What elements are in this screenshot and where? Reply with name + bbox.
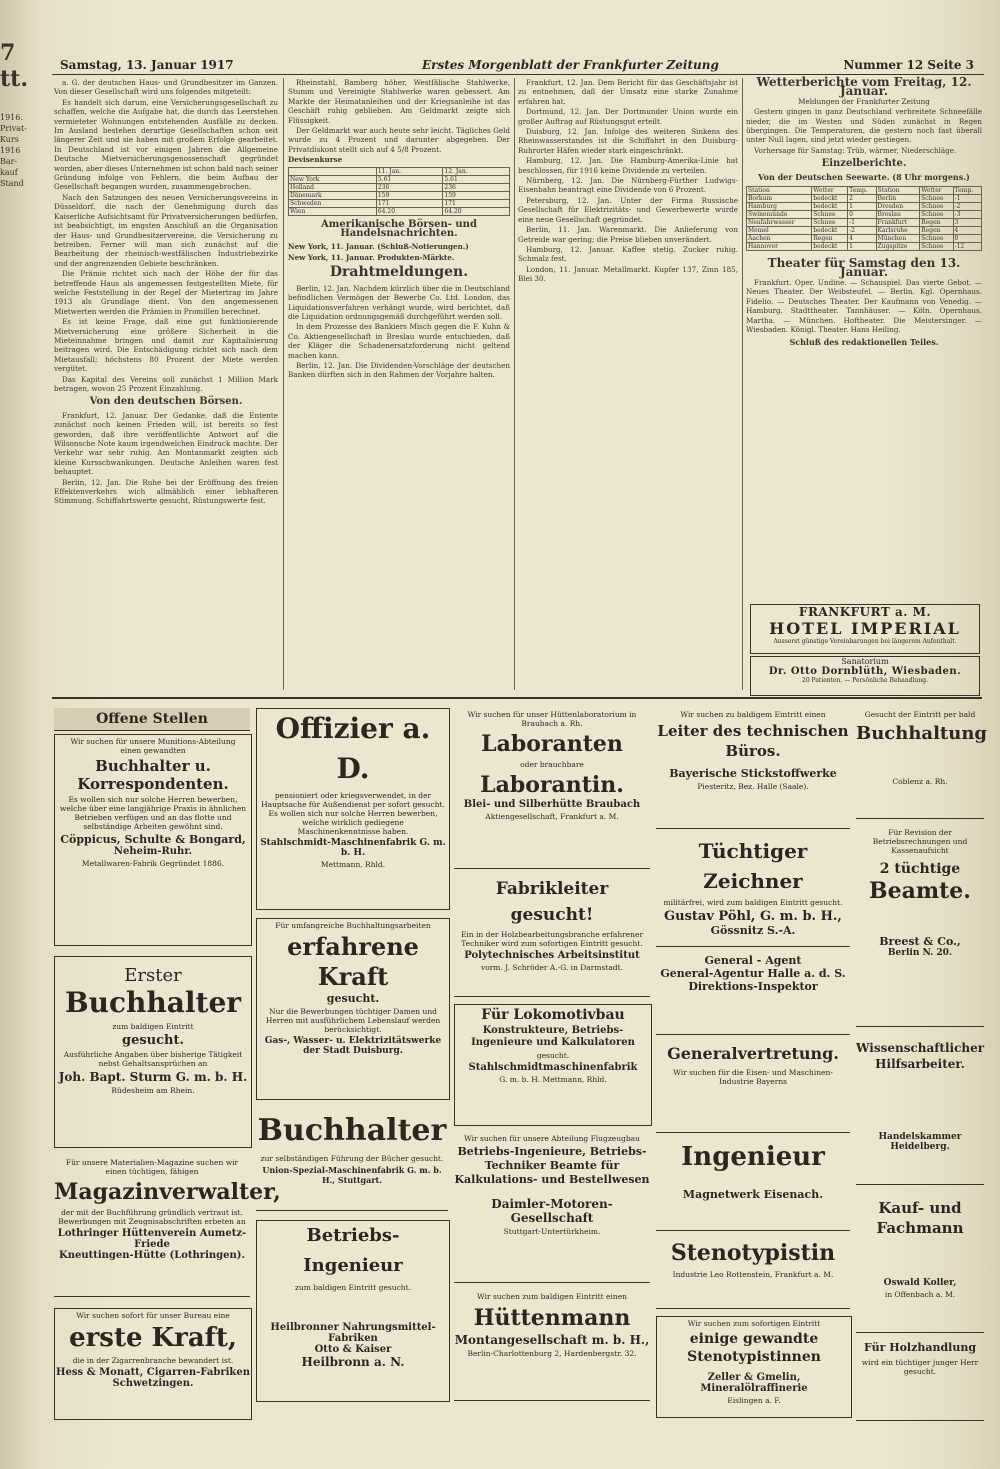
table-cell: 0 [848, 211, 876, 219]
ad-headline: Ingenieur [681, 1142, 825, 1172]
ad-location: Schwetzingen. [112, 1378, 194, 1389]
job-ad-huettenmann [454, 1290, 650, 1401]
table-cell: Schnee [920, 203, 953, 211]
ad-location: Rüdesheim am Rhein. [111, 1086, 195, 1095]
ad-headline: Magazinverwalter, [54, 1179, 281, 1205]
ad-company: Oswald Koller, [883, 1278, 957, 1288]
ad-company: Gas-, Wasser- u. Elektrizitätswerke der Stadt Duisburg. [264, 1036, 442, 1056]
ad-company: Handelskammer Heidelberg. [878, 1132, 962, 1152]
column-rule [514, 78, 515, 690]
job-ad-erste-kraft [54, 1308, 252, 1420]
article-paragraph: Frankfurt, 12. Januar. Der Gedanke, daß die Entente zunächst noch keinen Frieden will, ist bereits so fest geworden, daß ihre veröffentlichte Antwort auf die Wilsonsche Note kaum irgendwelchen Eindruck machte. Der Verkehr war sehr ruhig. Am Montanmarkt zeigten sich kleine Kursschwankungen. Deutsche Anleihen waren fest behauptet. [54, 410, 278, 477]
ad-text: Wir suchen zum baldigen Eintritt einen [477, 1292, 627, 1301]
ad-headline: Hüttenmann [473, 1305, 631, 1331]
weather-title: Wetterberichte vom Freitag, 12. Januar. [756, 75, 972, 99]
ad-subheadline: General-Agentur Halle a. d. S. [660, 967, 846, 980]
table-cell: 4 [953, 227, 981, 235]
ad-text: Wir suchen sofort für unser Bureau eine [76, 1311, 230, 1320]
table-cell: 64.20 [443, 207, 510, 215]
ad-headline: Fabrikleiter gesucht! [495, 879, 609, 925]
ad-company: Otto & Kaiser [314, 1344, 392, 1355]
table-cell: 0 [953, 235, 981, 243]
section-divider [52, 697, 982, 699]
table-cell: Swinemünde [747, 211, 812, 219]
left-gutter-fragment [0, 40, 44, 1460]
ad-headline: Buchhalter u. Korrespondenten. [77, 757, 229, 793]
table-cell: Regen [812, 235, 848, 243]
article-paragraph: Nach den Satzungen des neuen Versicherungsvereins in Düsseldorf, die nach der Genehmigung durch das Kaiserliche Aufsichtsamt für Privatversicherungen bedürfen, ist beabsichtigt, im engsten Anschluß an die Organisation der Haus- und Grundbesitzervereine, die Versicherung zu betreiben. Ferner will man sich zunächst auf die Bearbeitung der rheinisch-westfälischen Industriebezirke und der angrenzenden Gebiete beschränken. [54, 192, 278, 268]
ad-headline: Wissenschaftlicher Hilfsarbeiter. [856, 1041, 985, 1071]
theater-listing: Frankfurt. Oper. Undine. — Schauspiel. Das vierte Gebot. — Neues Theater. Der Weibsteufel. — Berlin. Kgl. Opernhaus. Fidelio. — Deutsches Theater. Der Kaufmann von Venedig. — Hamburg. Stadttheater. Tannhäuser. — Köln. Opernhaus. Martha. — München. Hoftheater. Die Meistersinger. — Wiesbaden. Königl. Theater. Hans Heiling. [746, 277, 982, 334]
ad-text: Es wollen sich nur solche Herren bewerben, welche über eine langjährige Praxis in ähnlichen Betrieben verfügen und an das flotte und selbständige Arbeiten gewöhnt sind. [59, 795, 247, 831]
gutter-text: 1916. [0, 113, 23, 122]
job-ad-generalvertretung [656, 1042, 850, 1133]
job-ad-buchhaltung [856, 708, 988, 819]
ad-headline: einige gewandte Stenotypistinnen [687, 1331, 821, 1365]
ad-text: Nur die Bewerbungen tüchtiger Damen und Herren mit ausführlichem Lebenslauf werden berücksichtigt. [265, 1007, 441, 1034]
table-cell: bedeckt [812, 203, 848, 211]
table-cell: Karlsruhe [876, 227, 920, 235]
table-header: Temp. [848, 187, 876, 195]
table-cell: 3 [953, 219, 981, 227]
column-3 [518, 78, 738, 688]
table-header: Station [876, 187, 920, 195]
weather-table [746, 186, 982, 251]
table-cell: -3 [953, 211, 981, 219]
ad-headline: Buchhaltung [856, 723, 988, 744]
job-ad-daimler [454, 1132, 650, 1283]
table-cell: New York [289, 175, 377, 183]
ad-headline: Beamte. [869, 878, 971, 904]
job-ad-buchhalter [256, 1110, 448, 1211]
ad-location: Aktiengesellschaft, Frankfurt a. M. [485, 812, 619, 821]
ad-company: Blei- und Silberhütte Braubach [463, 799, 641, 810]
table-cell: -12 [953, 243, 981, 251]
article-paragraph: In dem Prozesse des Bankiers Misch gegen die F. Kuhn & Co. Aktiengesellschaft in Breslau wurde entschieden, daß der Kläger die Schadenersatzforderung nicht geltend machen kann. [288, 322, 510, 360]
ad-company: Lothringer Hüttenverein Aumetz-Friede [57, 1228, 247, 1250]
ad-headline: Buchhalter [257, 1113, 447, 1148]
ads-column-a [54, 700, 281, 1445]
ad-location: Neheim-Ruhr. [113, 846, 193, 857]
table-header: Wetter [920, 187, 953, 195]
ad-text: zum baldigen Eintritt [112, 1022, 194, 1031]
ad-subheadline: Direktions-Inspektor [688, 980, 818, 993]
section-heading: Drahtmeldungen. [329, 264, 469, 281]
table-cell: 5.61 [443, 175, 510, 183]
ad-headline: Buchhalter [64, 986, 242, 1019]
sanatorium-ad [750, 656, 980, 696]
ad-text: Wir suchen zum sofortigen Eintritt [687, 1319, 821, 1328]
hotel-imperial-ad [750, 604, 980, 654]
ad-text: zur selbständigen Führung der Bücher gesucht. [260, 1154, 444, 1163]
ad-gesucht: gesucht. [121, 1033, 185, 1048]
ad-headline: General - Agent [704, 954, 802, 967]
masthead-date: Samstag, 13. Januar 1917 [60, 58, 234, 72]
ad-location: vorm. J. Schröder A.-G. in Darmstadt. [480, 963, 624, 972]
sanatorium-label: Sanatorium [841, 657, 889, 666]
ad-location: G. m. b. H. Mettmann, Rhld. [499, 1075, 607, 1084]
table-cell: Hamburg [747, 203, 812, 211]
gutter-text: Bar- [0, 157, 18, 166]
ad-headline: Stenotypistin [670, 1240, 836, 1266]
masthead-title: Erstes Morgenblatt der Frankfurter Zeitung [422, 58, 719, 72]
job-ad-leiter-technisches-buero [656, 708, 850, 829]
table-header: 11. Jan. [376, 167, 443, 175]
job-ad-holzhandlung [856, 1340, 984, 1421]
job-ad-buchhalter-korrespondent [54, 734, 252, 946]
article-paragraph: Nürnberg, 12. Jan. Die Nürnberg-Fürther Ludwigs-Eisenbahn beantragt eine Dividende von 6 Prozent. [518, 176, 738, 195]
job-ad-stenotypistinnen [656, 1316, 852, 1418]
subheading: New York, 11. Januar. (Schluß-Notierungen.) [288, 242, 469, 252]
gutter-text: Kurs [0, 135, 19, 144]
gutter-text: kauf [0, 168, 18, 177]
table-cell: Dresden [876, 203, 920, 211]
table-cell: Regen [920, 219, 953, 227]
ad-headline-small: Erster [124, 965, 182, 986]
ad-company: Magnetwerk Eisenach. [682, 1188, 824, 1201]
gutter-text: 1916 [0, 146, 21, 155]
ad-headline: Betriebs-Ingenieure, Betriebs-Techniker Beamte für Kalkulations- und Bestellwesen [454, 1145, 650, 1186]
ads-column-b [256, 700, 448, 1445]
job-ad-ingenieur [656, 1140, 850, 1231]
job-ad-beamte [856, 826, 984, 1027]
ads-column-e [856, 700, 988, 1445]
table-cell: 5.61 [376, 175, 443, 183]
table-cell: Schnee [812, 219, 848, 227]
table-cell: Wien [289, 207, 377, 215]
job-ad-general-agent [656, 954, 850, 1035]
section-heading: Amerikanische Börsen- und Handelsnachrichten. [321, 218, 477, 240]
job-ad-zeichner [656, 836, 850, 947]
job-ad-hilfsarbeiter [856, 1034, 984, 1185]
ad-text: der mit der Buchführung gründlich vertraut ist. Bewerbungen mit Zeugnisabschriften erbeten an [58, 1208, 246, 1226]
article-paragraph: Hamburg, 12. Januar. Kaffee stetig. Zucker ruhig. Schmalz fest. [518, 244, 738, 264]
table-label: Devisenkurse [288, 155, 343, 165]
table-cell: Schnee [812, 211, 848, 219]
table-cell: Schnee [920, 235, 953, 243]
ad-headline: Für Lokomotivbau [481, 1007, 625, 1023]
table-cell: 4 [848, 235, 876, 243]
table-cell: 159 [376, 191, 443, 199]
article-paragraph: Berlin, 12. Jan. Die Ruhe bei der Eröffnung des freien Effektenverkehrs wich allmählich einer lebhafteren Stimmung. Schiffahrtswerte gesucht, Rüstungswerte fest. [54, 477, 278, 506]
ad-text: Für unsere Materialien-Magazine suchen wir einen tüchtigen, fähigen [65, 1158, 239, 1176]
ad-text: pensioniert oder kriegsverwendet, in der Hauptsache für Außendienst per sofort gesucht. Es wollen sich nur solche Herren bewerben, welche wirklich gediegene Maschinenkenntnisse haben. [261, 791, 445, 836]
ad-headline: Leiter des technischen Büros. [657, 722, 849, 760]
article-paragraph: Petersburg, 12. Jan. Unter der Firma Russische Gesellschaft für Elektrizitäts- und Gewerbewerte wurde eine neue Gesellschaft gegründet. [518, 195, 738, 224]
ad-location: in Offenbach a. M. [884, 1290, 956, 1299]
table-cell: -2 [848, 227, 876, 235]
job-ad-kaufmann [856, 1192, 984, 1333]
ad-headline: Betriebs-Ingenieur [303, 1225, 403, 1276]
article-paragraph: Die Prämie richtet sich nach der Höhe der für das betreffende Haus als angemessen festgestellten Miete, für welche Feststellung in der Regel der Mietertrag im Jahre 1913 als Grundlage dient. Von den angemessenen Mietwerten werden die Prämien in Promillen berechnet. [54, 269, 278, 316]
ad-company: Industrie Leo Rottenstein, Frankfurt a. M. [672, 1270, 834, 1279]
table-header [289, 167, 377, 175]
ad-location: Piesteritz, Bez. Halle (Saale). [697, 782, 809, 791]
column-rule [742, 78, 743, 690]
article-paragraph: Frankfurt, 12. Jan. Dem Bericht für das Geschäftsjahr ist zu entnehmen, daß der Umsatz eine starke Zunahme erfahren hat. [518, 78, 738, 106]
gutter-text: 7 [0, 40, 16, 66]
table-cell: Neufahrwasser [747, 219, 812, 227]
article-paragraph: Dortmund, 12. Jan. Der Dortmunder Union wurde ein großer Auftrag auf Rüstungsgut erteilt. [518, 107, 738, 126]
table-cell: 236 [443, 183, 510, 191]
job-ad-erster-buchhalter [54, 956, 252, 1148]
ad-headline: Laborantin. [480, 772, 624, 798]
column-2 [288, 78, 510, 688]
ad-text: Für umfangreiche Buchhaltungsarbeiten [275, 921, 431, 930]
table-cell: bedeckt [812, 243, 848, 251]
section-heading: Einzelberichte. [821, 158, 907, 170]
table-cell: 171 [376, 199, 443, 207]
table-cell: 1 [848, 243, 876, 251]
article-paragraph: Berlin, 11. Jan. Warenmarkt. Die Anlieferung von Getreide war gering; die Preise blieben unverändert. [518, 225, 738, 244]
ad-company: Joh. Bapt. Sturm G. m. b. H. [58, 1070, 248, 1084]
table-cell: bedeckt [812, 227, 848, 235]
ad-text: die in der Zigarrenbranche bewandert ist. [72, 1356, 234, 1365]
ad-text: Wir suchen für die Eisen- und Maschinen-Industrie Bayerns [673, 1068, 833, 1086]
table-cell: Zugspitze [876, 243, 920, 251]
currency-table [288, 167, 510, 216]
table-cell: Frankfurt [876, 219, 920, 227]
table-cell: Berlin [876, 195, 920, 203]
column-4 [746, 75, 982, 598]
job-ad-fabrikleiter [454, 876, 650, 997]
ad-text: Wir suchen für unsere Abteilung Flugzeugbau [464, 1134, 640, 1143]
table-cell: 64.20 [376, 207, 443, 215]
article-paragraph: Berlin, 12. Jan. Die Dividenden-Vorschläge der deutschen Banken dürften sich in den Rahmen der Vorjahre halten. [288, 360, 510, 380]
job-ad-stenotypistin [656, 1238, 850, 1309]
job-ad-offizier [256, 708, 450, 910]
ad-text: wird ein tüchtiger junger Herr gesucht. [861, 1358, 979, 1376]
ad-company: Stahlschmidtmaschinenfabrik [468, 1062, 638, 1073]
subheading: New York, 11. Januar. Produkten-Märkte. [288, 252, 455, 262]
table-cell: 171 [443, 199, 510, 207]
ad-company: Cöppicus, Schulte & Bongard, [60, 833, 246, 846]
table-cell: Borkum [747, 195, 812, 203]
table-cell: -1 [848, 219, 876, 227]
ad-company: Daimler-Motoren-Gesellschaft [491, 1197, 613, 1225]
column-rule [283, 78, 284, 690]
table-cell: bedeckt [812, 195, 848, 203]
ad-text: Wir suchen für unser Hüttenlaboratorium in Braubach a. Rh. [467, 710, 637, 728]
article-paragraph: Duisburg, 12. Jan. Infolge des weiteren Sinkens des Rheinwasserstandes ist die Schiffahrt in den Duisburg-Ruhrorter Häfen wieder stark eingeschränkt. [518, 127, 738, 155]
ad-text: oder brauchbare [520, 760, 584, 769]
gutter-text: Stand [0, 179, 24, 188]
table-cell: 2 [848, 195, 876, 203]
ad-text: Wir suchen für unsere Munitions-Abteilung einen gewandten [70, 737, 236, 755]
ad-location: Kneuttingen-Hütte (Lothringen). [59, 1250, 245, 1261]
article-paragraph: Hamburg, 12. Jan. Die Hamburg-Amerika-Linie hat beschlossen, für 1916 keine Dividende zu verteilen. [518, 156, 738, 175]
table-header: 12. Jan. [443, 167, 510, 175]
ad-company: Gustav Pöhl, G. m. b. H., [664, 909, 842, 924]
sanatorium-name: Dr. Otto Dornblüth, Wiesbaden. [768, 666, 962, 677]
ad-text: zum baldigen Eintritt gesucht. [294, 1283, 412, 1292]
table-cell: Schweden [289, 199, 377, 207]
ads-column-c [454, 700, 650, 1445]
ad-location: Stuttgart-Untertürkheim. [503, 1227, 601, 1236]
table-cell: 159 [443, 191, 510, 199]
table-cell: Breslau [876, 211, 920, 219]
job-ad-magazinverwalter [54, 1156, 281, 1297]
forecast: Vorhersage für Samstag: Trüb, wärmer, Niederschläge. [754, 145, 957, 155]
hotel-note: Ausserst günstige Vereinbarungen bei längerem Aufenthalt. [773, 638, 957, 645]
ad-headline: Generalvertretung. [667, 1044, 839, 1063]
ad-text: militärfrei, wird zum baldigen Eintritt gesucht. [663, 898, 843, 907]
ad-company: Polytechnisches Arbeitsinstitut [464, 950, 640, 961]
table-cell: Aachen [747, 235, 812, 243]
column-1 [54, 78, 278, 688]
ad-company: Stahlschmidt-Maschinenfabrik G. m. b. H. [260, 838, 446, 858]
gutter-text: tt. [0, 66, 28, 92]
ad-company: Breest & Co., [879, 935, 961, 948]
ad-location: Mettmann, Rhld. [320, 860, 386, 869]
weather-text: Gestern gingen in ganz Deutschland verbreitete Schneefälle nieder, die im Westen und Süden zunächst in Regen übergingen. Die Temperaturen, die gestern noch fast überall unter Null lagen, sind jetzt wieder gestiegen. [746, 107, 982, 145]
article-paragraph: a. G. der deutschen Haus- und Grundbesitzer im Ganzen. Von dieser Gesellschaft wird uns folgendes mitgeteilt: [54, 78, 278, 97]
job-ad-erfahrene-kraft [256, 918, 450, 1100]
table-cell: 236 [376, 183, 443, 191]
section-heading: Von den deutschen Börsen. [89, 396, 243, 408]
table-cell: München [876, 235, 920, 243]
ad-company: Zeller & Gmelin, Mineralölraffinerie [700, 1372, 808, 1394]
ad-headline: Kauf- und Fachmann [876, 1199, 964, 1237]
article-paragraph: Es handelt sich darum, eine Versicherungsgesellschaft zu schaffen, welche die Aufgabe hat, die durch das Leerstehen vermieteter Wohnungen entstehenden Ausfälle zu decken. Im Ausland bestehen derartige Gesellschaften schon seit längerer Zeit und sie haben mit großem Erfolge gearbeitet. In Deutschland ist vor einigen Jahren die Allgemeine Deutsche Mietversicherungsgenossenschaft gegründet worden, aber dieses Unternehmen ist schon bald nach seiner Gründung infolge von Fehlern, die beim Aufbau der Gesellschaft begangen wurden, zusammengebrochen. [54, 97, 278, 192]
ad-location: Berlin N. 20. [887, 948, 953, 958]
ad-subheadline: 2 tüchtige [879, 861, 961, 877]
ad-headline: Tüchtiger Zeichner [698, 839, 808, 893]
hotel-name: HOTEL IMPERIAL [769, 619, 961, 638]
table-header: Wetter [812, 187, 848, 195]
ad-company: Montangesellschaft m. b. H., [454, 1333, 650, 1347]
ad-location: Heilbronn a. N. [301, 1355, 405, 1369]
weather-subtitle: Meldungen der Frankfurter Zeitung [798, 96, 930, 106]
ad-gesucht: gesucht. [326, 992, 380, 1005]
ad-location: Gössnitz S.-A. [710, 924, 796, 937]
table-cell: Regen [920, 227, 953, 235]
table-cell: Schnee [920, 195, 953, 203]
ad-headline: erste Kraft, [69, 1323, 237, 1353]
job-ad-laboranten [454, 708, 650, 869]
table-cell: Memel [747, 227, 812, 235]
article-paragraph: Es ist keine Frage, daß eine gut funktionierende Mietversicherung eine größere Sicherheit in die Mieteinnahme bringen und damit zur Kapitalisierung beitragen wird. Die Entschädigung richtet sich nach dem Mietausfall; höchstens 80 Prozent der Miete werden vergütet. [54, 317, 278, 374]
masthead-issue: Nummer 12 Seite 3 [843, 58, 974, 72]
table-cell: -2 [953, 203, 981, 211]
ad-company: Bayerische Stickstoffwerke [669, 767, 837, 780]
ads-column-d [656, 700, 850, 1445]
offene-stellen-title: Offene Stellen [96, 711, 208, 727]
table-cell: Schnee [920, 211, 953, 219]
ad-location: Eislingen a. F. [727, 1396, 781, 1405]
table-cell: -1 [953, 195, 981, 203]
ad-text: Wir suchen zu baldigem Eintritt einen [680, 710, 826, 719]
article-paragraph: London, 11. Januar. Metallmarkt. Kupfer 137, Zinn 185, Blei 30. [518, 264, 738, 284]
table-header: Temp. [953, 187, 981, 195]
hotel-city: FRANKFURT a. M. [798, 605, 932, 619]
ad-gesucht: gesucht. [536, 1051, 570, 1060]
table-cell: Schnee [920, 243, 953, 251]
ad-headline: Laboranten [481, 731, 623, 757]
ad-location: Berlin-Charlottenburg 2, Hardenbergstr. 32. [467, 1349, 637, 1358]
table-cell: Hannover [747, 243, 812, 251]
ad-note: Metallwaren-Fabrik Gegründet 1886. [81, 859, 225, 868]
gutter-text: Privat- [0, 124, 27, 133]
article-paragraph: Berlin, 12. Jan. Nachdem kürzlich über die in Deutschland befindlichen Vermögen der Bewerbe Co. Ltd. London, das Liquidationsverfahren verhängt wurde, wird berichtet, daß die Liquidation ordnungsgemäß durchgeführt werden soll. [288, 283, 510, 321]
ad-subheadline: Konstrukteure, Betriebs-Ingenieure und Kalkulatoren [471, 1025, 635, 1048]
ad-company: Union-Spezial-Maschinenfabrik G. m. b. H., Stuttgart. [262, 1165, 442, 1185]
sanatorium-note: 20 Patienten. — Persönliche Behandlung. [802, 677, 928, 684]
ad-company: Heilbronner Nahrungsmittel-Fabriken [270, 1322, 436, 1344]
ad-text: Für Revision der Betriebsrechnungen und Kassenaufsicht [872, 828, 968, 855]
job-ad-betriebs-ingenieur [256, 1220, 450, 1402]
article-paragraph: Das Kapital des Vereins soll zunächst 1 Million Mark betragen, wovon 25 Prozent Einzahlung. [54, 374, 278, 393]
table-cell: 1 [848, 203, 876, 211]
job-ad-lokomotivbau [454, 1004, 652, 1126]
ad-text: Ausführliche Angaben über bisherige Tätigkeit nebst Gehaltsansprüchen an [63, 1050, 243, 1068]
masthead [52, 58, 984, 75]
article-paragraph: Der Geldmarkt war auch heute sehr leicht. Tägliches Geld wurde zu 4 Prozent und darunter abgegeben. Der Privatdiskont stellt sich auf 4 5/8 Prozent. [288, 126, 510, 154]
table-cell: Dänemark [289, 191, 377, 199]
table-cell: Holland [289, 183, 377, 191]
table-header: Station [747, 187, 812, 195]
ad-text: Ein in der Holzbearbeitungsbranche erfahrener Techniker wird zum sofortigen Eintritt gesucht. [460, 930, 644, 948]
section-heading: Von der Deutschen Seewarte. (8 Uhr morgens.) [758, 171, 970, 182]
end-of-editorial: Schluß des redaktionellen Teiles. [789, 337, 939, 348]
ad-text: Gesucht der Eintritt per bald [864, 710, 976, 719]
ad-headline: erfahrene Kraft [287, 932, 419, 991]
ad-headline: Offizier a. D. [275, 712, 431, 785]
ad-company: Hess & Monatt, Cigarren-Fabriken [56, 1367, 250, 1378]
article-paragraph: Rheinstahl, Bamberg höher, Westfälische Stahlwerke, Stumm und Vereinigte Stahlwerke waren gebessert. Am Markte der Heimatanleihen und der Kriegsanleihe ist das Geschäft ruhig geblieben. Am Geldmarkt zeigte sich Flüssigkeit. [288, 78, 510, 125]
offene-stellen-header [54, 708, 250, 731]
ad-location: Coblenz a. Rh. [892, 777, 948, 786]
theater-title: Theater für Samstag den 13. Januar. [767, 256, 961, 280]
ad-headline: Für Holzhandlung [863, 1341, 977, 1354]
